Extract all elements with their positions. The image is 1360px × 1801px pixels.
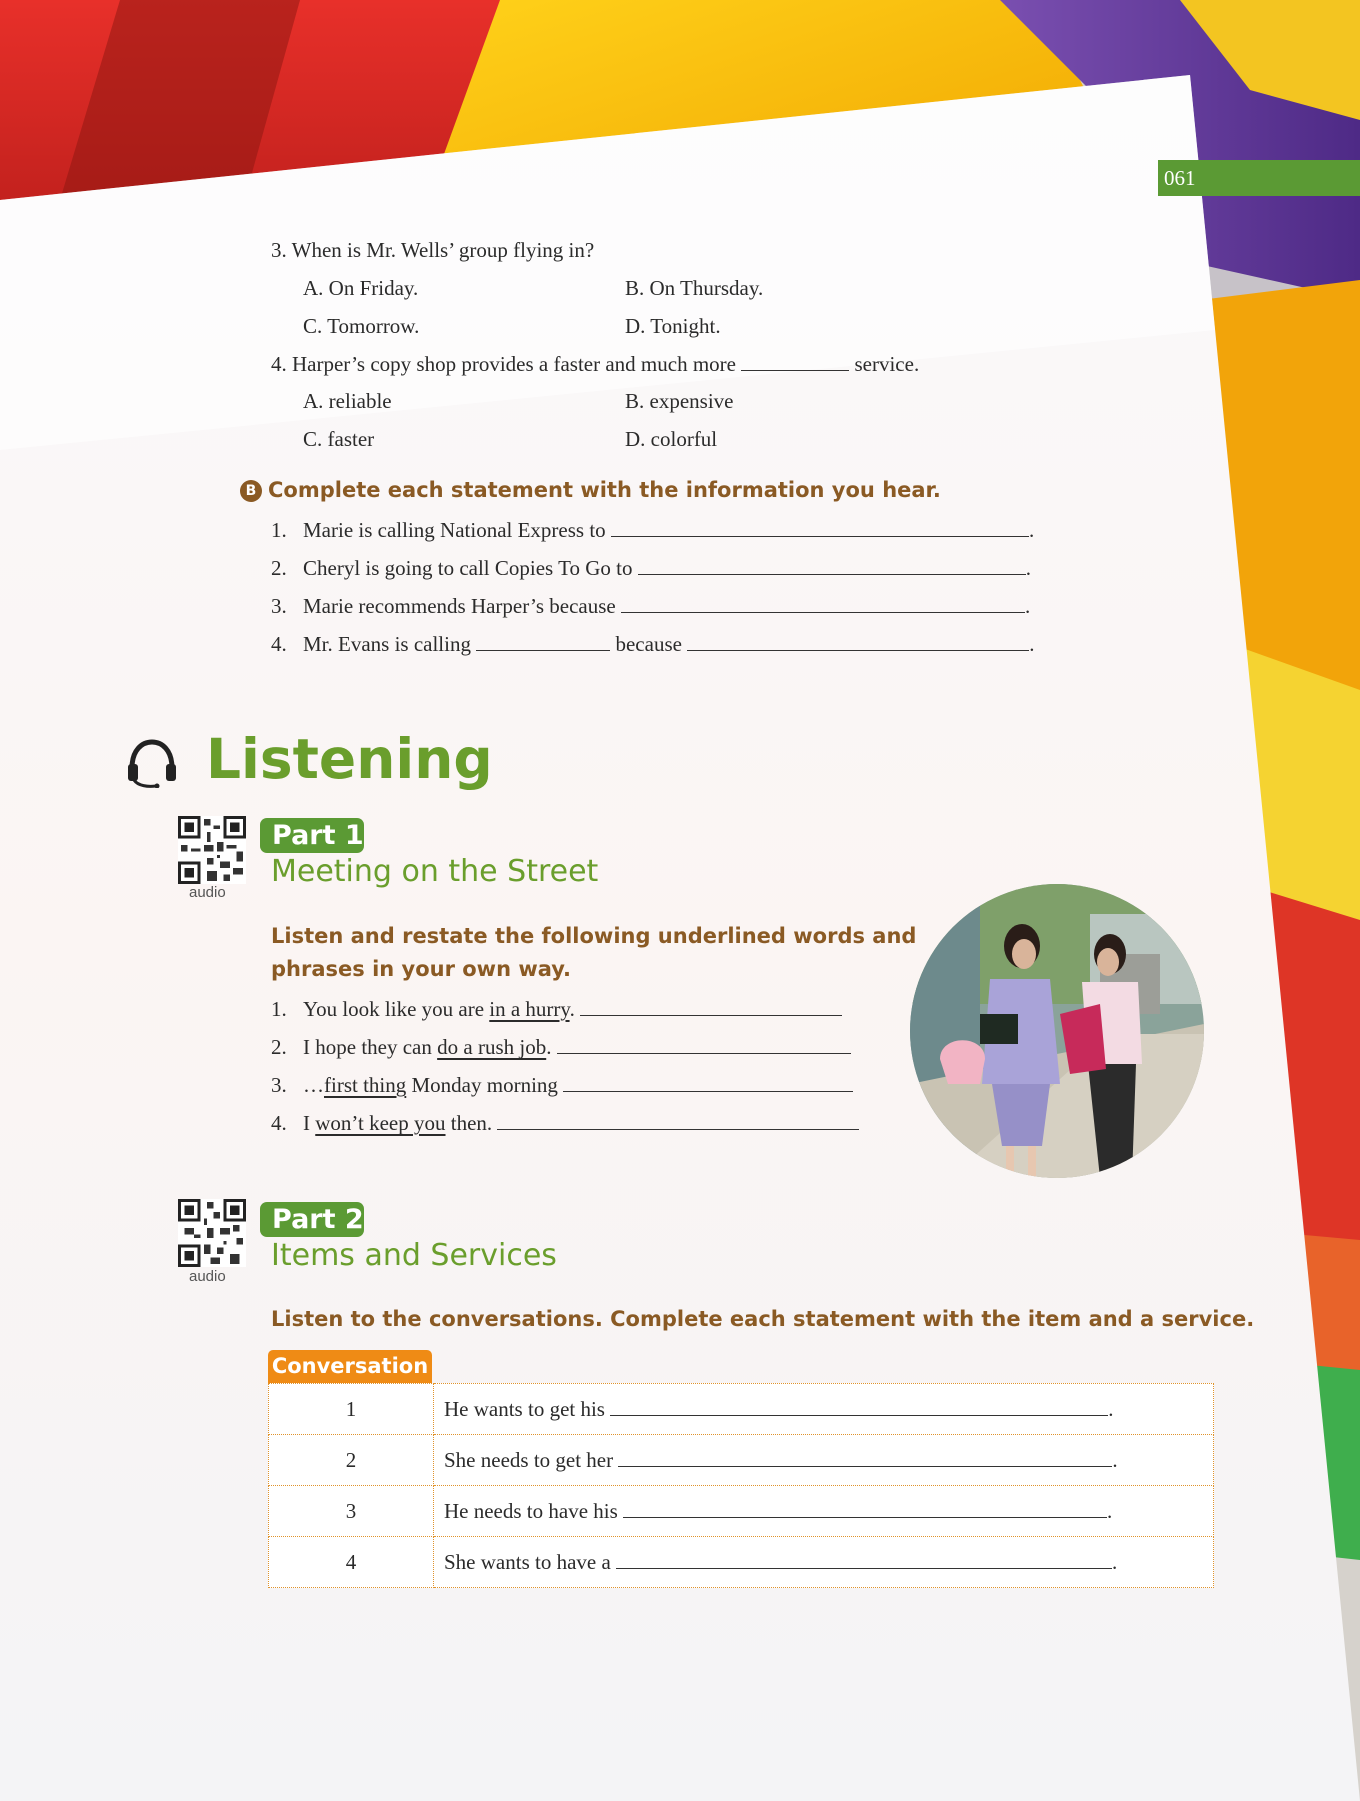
conversation-statement xyxy=(434,1537,1214,1588)
table-row xyxy=(269,1537,1214,1588)
part1-item-4-before: I xyxy=(303,1111,316,1135)
part1-item-3-after: Monday morning xyxy=(406,1073,558,1097)
conversation-number: 4 xyxy=(269,1537,434,1588)
question-4-option-a: A. reliable xyxy=(303,389,392,413)
section-b-item-3-blank[interactable] xyxy=(621,595,1025,613)
part1-item-1 xyxy=(271,996,842,1022)
table-row xyxy=(269,1384,1214,1435)
part1-item-3-num: 3. xyxy=(271,1073,287,1097)
section-b-item-1-num: 1. xyxy=(271,518,287,542)
part2-title: Items and Services xyxy=(271,1238,557,1273)
section-b-item-2-blank[interactable] xyxy=(638,557,1026,575)
section-b-item-4-punct: . xyxy=(1029,632,1035,656)
conversation-statement xyxy=(434,1435,1214,1486)
question-3-option-a: A. On Friday. xyxy=(303,276,419,300)
part1-item-1-before: You look like you are xyxy=(303,997,490,1021)
section-b-item-2-text: Cheryl is going to call Copies To Go to xyxy=(303,556,633,580)
part1-item-3-underlined: first thing xyxy=(324,1073,407,1097)
page-number: 061 xyxy=(1158,160,1360,196)
conversation-punct: . xyxy=(1107,1498,1113,1523)
conversation-statement xyxy=(434,1486,1214,1537)
part1-item-2-before: I hope they can xyxy=(303,1035,438,1059)
listening-title: Listening xyxy=(206,727,493,791)
part1-item-4-after: then. xyxy=(445,1111,493,1135)
section-b-item-2-num: 2. xyxy=(271,556,287,580)
question-3-option-d: D. Tonight. xyxy=(625,314,721,338)
conversation-number: 1 xyxy=(269,1384,434,1435)
part1-item-1-after: . xyxy=(569,997,575,1021)
question-3-stem: 3. When is Mr. Wells’ group flying in? xyxy=(271,238,595,262)
part1-item-4-underlined: won’t keep you xyxy=(315,1111,446,1135)
part1-item-2-after: . xyxy=(546,1035,552,1059)
section-b-item-4-text-a: Mr. Evans is calling xyxy=(303,632,471,656)
part1-item-4-num: 4. xyxy=(271,1111,287,1135)
table-row xyxy=(269,1486,1214,1537)
part1-item-3-blank[interactable] xyxy=(563,1074,853,1092)
part1-item-3-before: … xyxy=(303,1073,324,1097)
part1-item-2-underlined: do a rush job xyxy=(437,1035,547,1059)
conversation-blank[interactable] xyxy=(610,1398,1108,1416)
section-b-item-3 xyxy=(271,593,1030,619)
section-b-item-4-blank-1[interactable] xyxy=(476,633,610,651)
table-row xyxy=(269,1435,1214,1486)
section-b-item-4 xyxy=(271,631,1034,657)
part1-instruction-line1: Listen and restate the following underlined words and xyxy=(271,924,917,948)
question-4-option-b: B. expensive xyxy=(625,389,734,413)
question-4-option-d: D. colorful xyxy=(625,427,718,451)
part1-item-2 xyxy=(271,1034,851,1060)
conversation-statement-text: She wants to have a xyxy=(444,1549,611,1574)
question-4-stem-after: service. xyxy=(854,352,920,376)
section-b-item-1 xyxy=(271,517,1034,543)
section-b-item-3-text: Marie recommends Harper’s because xyxy=(303,594,616,618)
part1-instruction-line2: phrases in your own way. xyxy=(271,957,572,981)
conversation-statement-text: He needs to have his xyxy=(444,1498,618,1523)
part1-item-1-underlined: in a hurry xyxy=(489,997,570,1021)
section-b-item-2-punct: . xyxy=(1025,556,1031,580)
section-b-item-4-blank-2[interactable] xyxy=(687,633,1029,651)
conversation-table-header: Conversation xyxy=(268,1350,432,1383)
section-b-item-3-num: 3. xyxy=(271,594,287,618)
conversation-blank[interactable] xyxy=(618,1449,1112,1467)
section-b-item-4-num: 4. xyxy=(271,632,287,656)
part1-badge: Part 1 xyxy=(260,818,364,853)
section-b-heading-text: Complete each statement with the information you hear. xyxy=(268,478,941,502)
question-4-option-c: C. faster xyxy=(303,427,375,451)
conversation-punct: . xyxy=(1112,1447,1118,1472)
part2-audio-label: audio xyxy=(189,1268,226,1285)
section-b-heading xyxy=(240,478,941,502)
section-b-marker: B xyxy=(240,480,262,502)
question-3-option-b: B. On Thursday. xyxy=(625,276,764,300)
part1-item-1-num: 1. xyxy=(271,997,287,1021)
section-b-item-2 xyxy=(271,555,1031,581)
part1-item-1-blank[interactable] xyxy=(580,998,842,1016)
part1-item-4 xyxy=(271,1110,859,1136)
part2-badge: Part 2 xyxy=(260,1202,364,1237)
qr-code-icon[interactable] xyxy=(178,1199,246,1267)
part1-item-2-blank[interactable] xyxy=(557,1036,851,1054)
part1-item-3 xyxy=(271,1072,853,1098)
conversation-table xyxy=(268,1383,1214,1588)
conversation-statement xyxy=(434,1384,1214,1435)
conversation-blank[interactable] xyxy=(616,1551,1112,1569)
conversation-number: 2 xyxy=(269,1435,434,1486)
part1-audio-label: audio xyxy=(189,884,226,901)
section-b-item-3-punct: . xyxy=(1024,594,1031,618)
conversation-punct: . xyxy=(1112,1549,1118,1574)
section-b-item-1-text: Marie is calling National Express to xyxy=(303,518,606,542)
question-4-stem xyxy=(271,351,919,377)
street-meeting-photo xyxy=(910,884,1204,1178)
qr-code-icon[interactable] xyxy=(178,816,246,884)
conversation-statement-text: She needs to get her xyxy=(444,1447,614,1472)
part1-title: Meeting on the Street xyxy=(271,854,599,889)
section-b-item-4-text-b: because xyxy=(615,632,682,656)
part2-instruction: Listen to the conversations. Complete each statement with the item and a service. xyxy=(271,1307,1255,1331)
conversation-punct: . xyxy=(1108,1396,1114,1421)
question-4-stem-before: 4. Harper’s copy shop provides a faster and much more xyxy=(271,352,736,376)
conversation-blank[interactable] xyxy=(623,1500,1107,1518)
conversation-number: 3 xyxy=(269,1486,434,1537)
section-b-item-1-punct: . xyxy=(1028,518,1035,542)
section-b-item-1-blank[interactable] xyxy=(611,519,1029,537)
part1-item-2-num: 2. xyxy=(271,1035,287,1059)
conversation-statement-text: He wants to get his xyxy=(444,1396,605,1421)
part1-item-4-blank[interactable] xyxy=(497,1112,859,1130)
question-3-option-c: C. Tomorrow. xyxy=(303,314,420,338)
headphones-icon xyxy=(124,736,180,788)
question-4-blank[interactable] xyxy=(741,353,849,371)
